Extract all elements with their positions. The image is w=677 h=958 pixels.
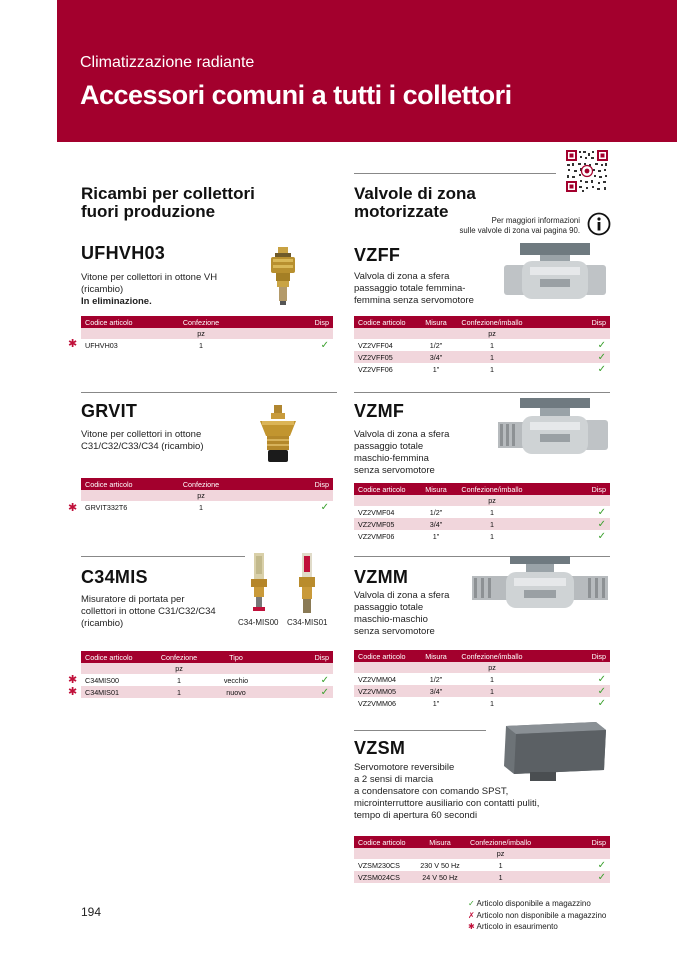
available-check-icon: ✓ [597,518,606,530]
table-row [354,673,610,685]
product-code-vzmf: VZMF [354,401,405,421]
column-header: Confezione/imballo [452,650,532,662]
discontinued-star-icon: ✱ [68,338,78,350]
table-row [354,697,610,709]
description-line: (ricambio) [81,618,124,629]
package-qty: 1 [490,364,494,374]
table-row [354,351,610,363]
unit-row [354,495,610,506]
legend-text: Articolo disponibile a magazzino [476,899,591,908]
unit-cell: pz [466,848,535,859]
description-line: tempo di apertura 60 secondi [354,810,478,821]
column-header: Misura [420,316,452,328]
article-code: VZ2VFF05 [354,351,420,363]
description-line: passaggio totale femmina- [354,283,466,294]
article-code: C34MIS00 [85,675,119,685]
table-row [354,859,610,871]
product-description [81,429,251,453]
unit-cell: pz [173,490,229,501]
product-description [354,271,504,307]
size-cell: 3/4" [420,685,452,697]
table-row [81,686,333,698]
available-check-icon: ✓ [597,530,606,542]
size-cell: 1" [432,531,440,541]
table-row [354,685,610,697]
description-line: maschio-maschio [354,614,428,625]
type-cell: vecchio [223,675,249,685]
column-header: Misura [420,650,452,662]
column-header: Confezione/imballo [466,836,535,848]
description-line: a condensatore con comando SPST, [354,786,509,797]
article-code: UFHVH03 [85,340,118,350]
flow-meter-new-image [296,552,318,618]
column-header: Codice articolo [81,316,173,328]
package-qty: 1 [452,685,532,697]
divider [81,392,337,393]
column-header: Confezione/imballo [452,316,532,328]
left-section-title [81,185,255,221]
right-section-title-line: Valvole di zona [354,184,476,203]
table-row [354,530,610,542]
info-note [440,216,580,236]
valve-insert-image [266,246,300,306]
available-check-icon: ✓ [597,871,606,883]
table-header-row [81,478,333,490]
column-header: Codice articolo [354,483,420,495]
image-label: C34-MIS00 [238,618,279,627]
ball-valve-mm-image [470,556,610,614]
product-code-c34mis: C34MIS [81,567,148,587]
package-qty: 1 [490,698,494,708]
package-qty: 1 [177,675,181,685]
product-table-vzsm [354,836,610,883]
size-cell: 1/2" [429,340,443,350]
legend-text: Articolo non disponibile a magazzino [476,910,607,920]
type-cell: nuovo [207,686,265,698]
article-code: VZSM230CS [358,860,400,870]
size-cell: 1" [432,698,440,708]
table-header-row [354,483,610,495]
description-line: senza servomotore [354,465,435,476]
column-header: Disp [532,650,610,662]
available-check-icon: ✓ [597,673,606,685]
column-header: Disp [265,651,333,663]
ball-valve-ff-image [500,243,610,303]
unit-row [354,328,610,339]
page-title: Accessori comuni a tutti i collettori [80,80,512,110]
discontinued-star-icon: ✱ [68,674,78,686]
available-check-icon: ✓ [597,351,606,363]
column-header: Disp [229,316,333,328]
product-code-grvit: GRVIT [81,401,138,421]
product-description [81,594,251,630]
package-qty: 1 [490,531,494,541]
available-check-icon: ✓ [597,859,606,871]
page-number: 194 [81,905,102,919]
category-label: Climatizzazione radiante [80,54,255,71]
valve-insert-image [256,404,300,464]
product-code-vzsm: VZSM [354,738,406,758]
package-qty: 1 [199,340,203,350]
size-cell: 1/2" [429,674,443,684]
product-description [81,272,251,308]
unit-cell: pz [173,328,229,339]
unit-cell: pz [452,328,532,339]
description-line: Misuratore di portata per [81,594,185,605]
legend-item [468,898,606,910]
description-line: C31/C32/C33/C34 (ricambio) [81,441,204,452]
servomotor-image [500,720,610,782]
column-header: Codice articolo [354,650,420,662]
check-icon: ✓ [468,899,475,908]
column-header: Codice articolo [81,651,151,663]
package-qty: 1 [490,507,494,517]
legend-text: Articolo in esaurimento [476,922,558,931]
column-header: Tipo [207,651,265,663]
unit-cell: pz [452,662,532,673]
table-row [354,518,610,530]
product-table-vzmf [354,483,610,542]
article-code: VZ2VFF04 [358,340,393,350]
package-qty: 1 [490,340,494,350]
discontinued-star-icon: ✱ [68,686,78,698]
available-check-icon: ✓ [597,506,606,518]
table-row [81,674,333,686]
size-cell: 3/4" [420,351,452,363]
left-section-title-line: Ricambi per collettori [81,184,255,203]
description-line: a 2 sensi di marcia [354,774,434,785]
discontinued-note: In eliminazione. [81,296,152,307]
table-header-row [81,651,333,663]
available-check-icon: ✓ [320,686,329,698]
available-check-icon: ✓ [597,697,606,709]
size-cell: 1/2" [429,507,443,517]
column-header: Codice articolo [354,316,420,328]
package-qty: 1 [466,871,535,883]
column-header: Misura [414,836,466,848]
package-qty: 1 [452,518,532,530]
column-header: Misura [420,483,452,495]
product-description [354,429,504,477]
flow-meter-old-image [248,552,270,614]
available-check-icon: ✓ [320,501,329,513]
article-code: VZ2VMM04 [358,674,396,684]
size-cell: 230 V 50 Hz [420,860,460,870]
available-check-icon: ✓ [320,339,329,351]
unit-cell: pz [452,495,532,506]
product-table-grvit [81,478,333,513]
description-line: Valvola di zona a sfera [354,271,450,282]
legend-item [468,921,606,933]
divider [81,556,245,557]
available-check-icon: ✓ [597,685,606,697]
article-code: VZ2VMF06 [358,531,395,541]
table-header-row [354,316,610,328]
table-row [354,506,610,518]
description-line: femmina senza servomotore [354,295,474,306]
table-header-row [354,650,610,662]
column-header: Codice articolo [81,478,173,490]
qr-code-icon[interactable] [565,149,609,193]
cross-icon: ✗ [468,910,475,920]
unit-row [354,848,610,859]
product-code-vzff: VZFF [354,245,401,265]
description-line: Valvola di zona a sfera [354,590,450,601]
product-code-vzmm: VZMM [354,567,409,587]
column-header: Confezione [151,651,207,663]
column-header: Disp [532,483,610,495]
legend [468,898,606,933]
article-code: C34MIS01 [81,686,151,698]
package-qty: 1 [151,686,207,698]
description-line: Valvola di zona a sfera [354,429,450,440]
available-check-icon: ✓ [597,363,606,375]
column-header: Disp [532,316,610,328]
left-section-title-line: fuori produzione [81,202,216,221]
divider [354,173,556,174]
column-header: Confezione [173,478,229,490]
table-header-row [354,836,610,848]
available-check-icon: ✓ [320,674,329,686]
description-line: Servomotore reversibile [354,762,455,773]
product-table-vzff [354,316,610,375]
unit-row [81,328,333,339]
description-line: passaggio totale [354,441,424,452]
description-line: collettori in ottone C31/C32/C34 [81,606,216,617]
description-line: microinterruttore ausiliario con contatti puliti, [354,798,540,809]
unit-row [81,490,333,501]
column-header: Disp [229,478,333,490]
info-icon [587,212,611,236]
star-icon: ✱ [468,922,475,931]
table-row [354,339,610,351]
right-section-title-line: motorizzate [354,202,449,221]
article-code: VZSM024CS [354,871,414,883]
info-line: sulle valvole di zona vai pagina 90. [459,226,580,235]
product-code-ufhvh03: UFHVH03 [81,243,166,263]
description-line: senza servomotore [354,626,435,637]
description-line: maschio-femmina [354,453,429,464]
description-line: Vitone per collettori in ottone [81,429,202,440]
page-header [57,0,677,142]
product-table-c34mis [81,651,333,698]
unit-cell: pz [151,663,207,674]
description-line: (ricambio) [81,284,124,295]
table-row [354,363,610,375]
table-header-row [81,316,333,328]
discontinued-star-icon: ✱ [68,502,78,514]
column-header: Confezione [173,316,229,328]
divider [354,392,610,393]
size-cell: 3/4" [420,518,452,530]
article-code: VZ2VMF05 [354,518,420,530]
article-code: VZ2VMM06 [358,698,396,708]
package-qty: 1 [452,351,532,363]
article-code: VZ2VFF06 [358,364,393,374]
divider [354,730,486,731]
product-table-vzmm [354,650,610,709]
product-table-ufhvh03 [81,316,333,351]
article-code: GRVIT332T6 [85,502,128,512]
available-check-icon: ✓ [597,339,606,351]
size-cell: 24 V 50 Hz [414,871,466,883]
article-code: VZ2VMF04 [358,507,395,517]
unit-row [81,663,333,674]
package-qty: 1 [199,502,203,512]
unit-row [354,662,610,673]
description-line: passaggio totale [354,602,424,613]
description-line: Vitone per collettori in ottone VH [81,272,218,283]
package-qty: 1 [498,860,503,870]
table-row [81,339,333,351]
article-code: VZ2VMM05 [354,685,420,697]
size-cell: 1" [432,364,440,374]
table-row [81,501,333,513]
image-label: C34-MIS01 [287,618,328,627]
legend-item [468,910,606,922]
column-header: Confezione/imballo [452,483,532,495]
table-row [354,871,610,883]
package-qty: 1 [490,674,494,684]
column-header: Codice articolo [354,836,414,848]
column-header: Disp [535,836,610,848]
ball-valve-mf-image [496,398,610,460]
info-line: Per maggiori informazioni [491,216,580,225]
